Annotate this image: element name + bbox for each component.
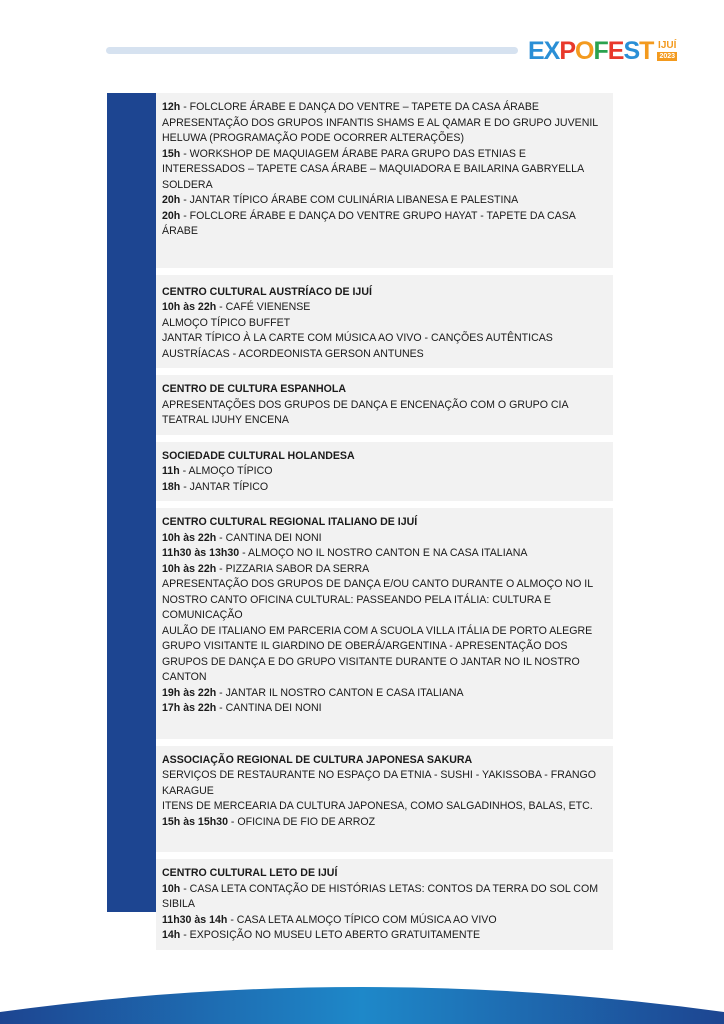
schedule-line [162,799,609,815]
schedule-section [156,746,613,853]
event-description: - PIZZARIA SABOR DA SERRA [216,562,370,575]
event-time: 10h às 22h [162,562,217,575]
schedule-line [162,316,609,332]
event-description: - OFICINA DE FIO DE ARROZ [227,815,376,828]
section-title: CENTRO CULTURAL LETO DE IJUÍ [162,867,338,879]
event-time: 17h às 22h [162,702,217,714]
event-description: ITENS DE MERCEARIA DA CULTURA JAPONESA, COMO SALGADINHOS, BALAS, ETC. [162,800,593,812]
event-description: JANTAR TÍPICO À LA CARTE COM MÚSICA AO VIVO - CANÇÕES AUTÊNTICAS AUSTRÍACAS - ACORDEONISTA GERSON ANTUNES [162,332,553,360]
schedule-line [162,913,609,929]
schedule-line [162,546,609,562]
event-time: 12h [162,101,181,113]
schedule-line [162,686,609,702]
schedule-line [162,398,609,429]
event-description: APRESENTAÇÕES DOS GRUPOS DE DANÇA E ENCENAÇÃO COM O GRUPO CIA TEATRAL IJUHY ENCENA [162,398,568,426]
event-description: - ALMOÇO TÍPICO [179,465,273,477]
event-description: APRESENTAÇÃO DOS GRUPOS DE DANÇA E/OU CANTO DURANTE O ALMOÇO NO IL NOSTRO CANTO OFICINA CULTURAL: PASSEANDO PELA ITÁLIA: CULTURA E COMUNICAÇÃO [162,578,593,621]
event-description: - JANTAR TÍPICO ÁRABE COM CULINÁRIA LIBANESA E PALESTINA [180,194,519,206]
schedule-line [162,882,609,913]
schedule-section [156,859,613,950]
schedule-section [156,442,613,502]
schedule-line [162,209,609,240]
schedule-line [162,768,609,799]
event-description: - FOLCLORE ÁRABE E DANÇA DO VENTRE – TAPETE DA CASA ÁRABE [180,101,539,113]
logo-year: 2023 [659,53,676,60]
event-time: 15h [162,147,181,160]
schedule-line [162,193,609,209]
event-time: 10h [162,882,181,895]
schedule-line [162,480,609,496]
schedule-line [162,928,609,944]
event-description: - CAFÉ VIENENSE [216,301,311,313]
expofest-logo [528,36,677,66]
schedule-section [156,93,613,268]
section-title: SOCIEDADE CULTURAL HOLANDESA [162,449,355,462]
schedule-section [156,275,613,369]
schedule-line [162,577,609,624]
schedule-section [156,508,613,739]
event-time: 15h às 15h30 [162,815,228,828]
event-description: - JANTAR TÍPICO [180,480,269,493]
schedule-line [162,531,609,547]
event-description: - CANTINA DEI NONI [216,531,322,544]
schedule-line [162,562,609,578]
logo-wordmark: EXPOFEST [528,36,654,65]
event-description: - CANTINA DEI NONI [216,702,322,714]
schedule-line [162,815,609,831]
event-description: - CASA LETA CONTAÇÃO DE HISTÓRIAS LETAS: CONTOS DA TERRA DO SOL COM SIBILA [162,882,599,910]
section-title: CENTRO CULTURAL REGIONAL ITALIANO DE IJUÍ [162,516,418,528]
event-time: 11h30 às 13h30 [162,547,240,559]
schedule-line [162,624,609,686]
logo-badge [657,41,677,61]
logo-city: IJUÍ [658,40,677,51]
event-time: 10h às 22h [162,301,217,313]
event-description: ALMOÇO TÍPICO BUFFET [162,316,291,329]
event-description: APRESENTAÇÃO DOS GRUPOS INFANTIS SHAMS E AL QAMAR E DO GRUPO JUVENIL HELUWA (PROGRAMAÇÃO PODE OCORRER ALTERAÇÕES) [162,116,598,144]
event-time: 20h [162,209,181,222]
event-description: - EXPOSIÇÃO NO MUSEU LETO ABERTO GRATUITAMENTE [180,929,481,941]
event-time: 18h [162,480,181,493]
event-time: 10h às 22h [162,531,217,544]
schedule-line [162,147,609,194]
event-description: - FOLCLORE ÁRABE E DANÇA DO VENTRE GRUPO HAYAT - TAPETE DA CASA ÁRABE [162,209,576,237]
schedule-line [162,300,609,316]
event-description: - CASA LETA ALMOÇO TÍPICO COM MÚSICA AO VIVO [227,913,497,926]
event-time: 19h às 22h [162,686,217,699]
header-divider-bar [106,47,518,54]
event-time: 20h [162,194,181,206]
schedule-line [162,100,609,116]
left-accent-strip [107,93,156,912]
event-time: 11h30 às 14h [162,913,228,926]
schedule-line [162,116,609,147]
section-title: ASSOCIAÇÃO REGIONAL DE CULTURA JAPONESA SAKURA [162,753,473,766]
schedule-line [162,701,609,717]
section-title: CENTRO DE CULTURA ESPANHOLA [162,383,347,395]
schedule-line [162,464,609,480]
event-description: - JANTAR IL NOSTRO CANTON E CASA ITALIANA [216,686,464,699]
event-description: - ALMOÇO NO IL NOSTRO CANTON E NA CASA ITALIANA [239,547,528,559]
event-description: AULÃO DE ITALIANO EM PARCERIA COM A SCUOLA VILLA ITÁLIA DE PORTO ALEGRE GRUPO VISITANTE IL GIARDINO DE OBERÁ/ARGENTINA - APRESENTAÇÃO DOS GRUPOS DE DANÇA E DO GRUPO VISITANTE DURANTE O JANTAR NO IL NOSTRO CANTON [162,624,593,683]
schedule-line [162,331,609,362]
event-description: SERVIÇOS DE RESTAURANTE NO ESPAÇO DA ETNIA - SUSHI - YAKISSOBA - FRANGO KARAGUE [162,769,597,797]
schedule-section [156,375,613,435]
event-time: 14h [162,929,181,941]
section-title: CENTRO CULTURAL AUSTRÍACO DE IJUÍ [162,285,372,298]
event-description: - WORKSHOP DE MAQUIAGEM ÁRABE PARA GRUPO DAS ETNIAS E INTERESSADOS – TAPETE CASA ÁRABE – MAQUIADORA E BAILARINA GABRYELLA SOLDERA [162,147,584,191]
schedule-content [156,93,613,957]
event-time: 11h [162,465,180,477]
footer-wave [0,972,724,1024]
